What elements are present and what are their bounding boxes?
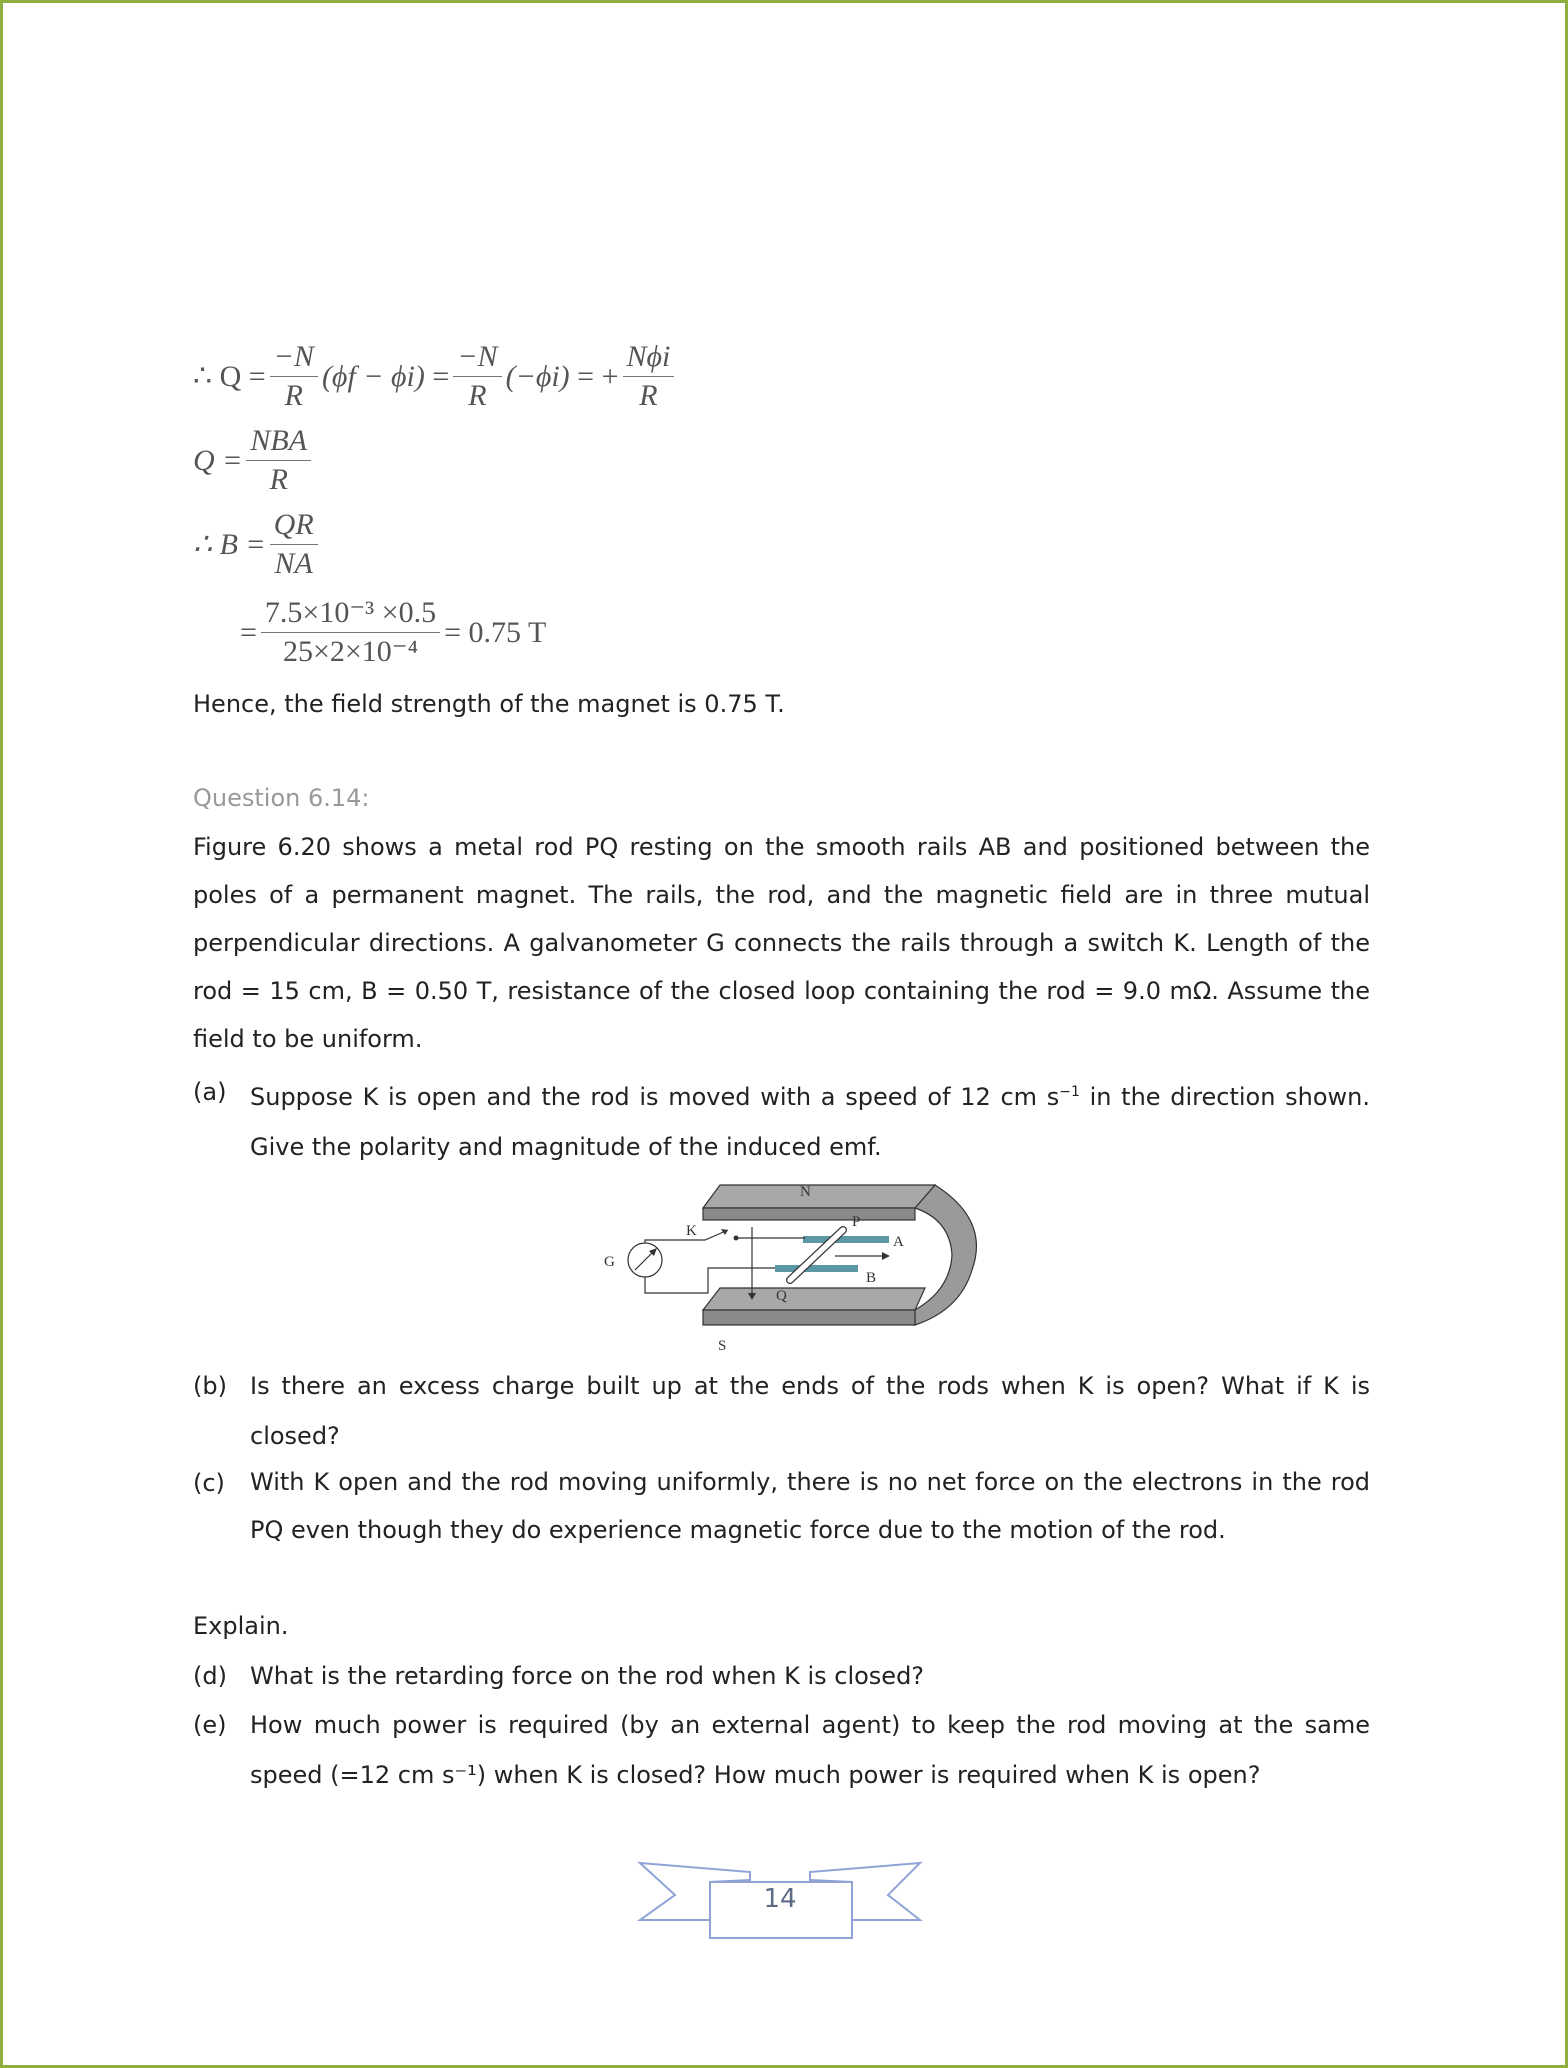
rail-b <box>775 1265 858 1272</box>
numerator: −N <box>453 338 501 377</box>
magnet <box>703 1185 976 1325</box>
eq-prefix: = <box>240 615 257 649</box>
label-a: A <box>893 1234 904 1250</box>
denominator: R <box>269 463 288 496</box>
denominator: R <box>468 379 487 412</box>
eq-prefix: ∴ B = <box>193 528 266 561</box>
figure-rod-on-rails <box>590 1160 990 1360</box>
equation-b <box>193 506 322 583</box>
fraction <box>623 338 675 415</box>
eq-prefix: ∴ Q = <box>193 360 266 393</box>
page-number-banner <box>620 1840 940 1950</box>
question-part-c <box>193 1458 1370 1554</box>
part-text-1: Suppose K is open and the rod is moved with a speed of 12 cm s <box>250 1083 1060 1111</box>
label-k: K <box>686 1223 697 1239</box>
part-label: (e) <box>193 1711 227 1739</box>
fraction <box>453 338 501 415</box>
question-part-a <box>193 1067 1370 1172</box>
question-heading: Question 6.14: <box>193 784 370 812</box>
label-s: S <box>718 1338 727 1354</box>
eq-sign: = + <box>577 359 619 393</box>
denominator: NA <box>274 547 313 580</box>
explain-text: Explain. <box>193 1612 289 1640</box>
question-part-d <box>193 1651 1370 1701</box>
numerator: −N <box>270 338 318 377</box>
eq-term: (−ϕi) <box>505 359 570 393</box>
velocity-arrow-icon <box>882 1252 890 1260</box>
part-label: (b) <box>193 1372 227 1400</box>
rail-a <box>803 1236 889 1243</box>
label-b: B <box>866 1270 877 1286</box>
fraction <box>261 594 440 671</box>
eq-sign: = <box>432 359 450 393</box>
denominator: 25×2×10⁻⁴ <box>282 635 419 668</box>
part-label: (d) <box>193 1662 227 1690</box>
eq-term: (ϕf − ϕi) <box>321 359 425 393</box>
question-intro: Figure 6.20 shows a metal rod PQ resting on the smooth rails AB and positioned between the poles of a permanent magnet. The rails, the rod, and the magnetic field are in three mutual perpendicular directions. A galvanometer G connects the rails through a switch K. Length of the rod = 15 cm, B = 0.50 T, resistance of the closed loop containing the rod = 9.0 mΩ. Assume the field to be uniform. <box>193 833 1370 1053</box>
eq-prefix: Q = <box>193 443 243 477</box>
part-text-2: in the direction shown. Give the polarity and magnitude of the induced emf. <box>250 1083 1371 1161</box>
part-text: How much power is required (by an external agent) to keep the rod moving at the same speed (=12 cm s⁻¹) when K is closed? How much power is required when K is open? <box>250 1711 1370 1789</box>
label-q: Q <box>776 1288 787 1304</box>
switch-contact <box>734 1236 739 1241</box>
fraction <box>270 338 318 415</box>
eq-result: = 0.75 T <box>444 615 547 649</box>
superscript: −1 <box>1059 1084 1080 1100</box>
part-text: With K open and the rod moving uniformly, there is no net force on the electrons in the rod PQ even though they do experience magnetic force due to the motion of the rod. <box>250 1468 1370 1544</box>
fraction <box>246 422 311 499</box>
question-part-e <box>193 1700 1370 1800</box>
question-part-b <box>193 1361 1370 1461</box>
label-p: P <box>852 1214 861 1230</box>
label-g: G <box>604 1254 615 1270</box>
label-n: N <box>800 1184 811 1200</box>
part-text: What is the retarding force on the rod when K is closed? <box>250 1662 925 1690</box>
denominator: R <box>639 379 658 412</box>
part-text <box>250 1067 1370 1172</box>
page-number: 14 <box>763 1884 797 1914</box>
equation-b-value <box>240 594 546 671</box>
equation-q-nba <box>193 422 315 499</box>
part-label: (a) <box>193 1078 227 1106</box>
equation-charge <box>193 338 678 415</box>
part-text: Is there an excess charge built up at the ends of the rods when K is open? What if K is closed? <box>250 1372 1370 1450</box>
numerator: NBA <box>246 422 311 461</box>
numerator: QR <box>270 506 318 545</box>
conclusion-text: Hence, the field strength of the magnet is 0.75 T. <box>193 690 785 718</box>
denominator: R <box>284 379 303 412</box>
numerator: Nϕi <box>623 338 675 377</box>
numerator: 7.5×10⁻³ ×0.5 <box>261 594 440 633</box>
part-label: (c) <box>193 1469 225 1497</box>
fraction <box>270 506 318 583</box>
